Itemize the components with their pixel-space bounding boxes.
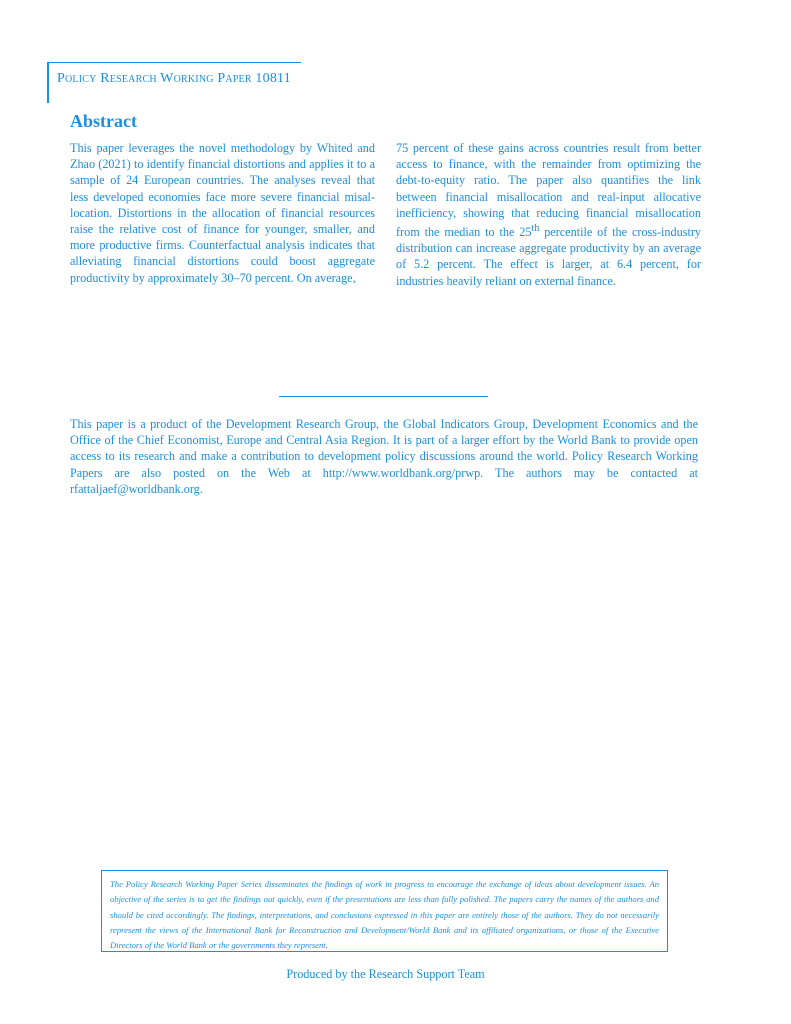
ordinal-suffix: th (531, 223, 540, 235)
produced-by: Produced by the Research Support Team (286, 967, 485, 981)
disclaimer-text: The Policy Research Working Paper Series disseminates the findings of work in progress to encourage the exchange of ideas about development issues. An objective of the series is to get the findings out quickly, even if the presentations are less than fully polished. The papers carry the names of the authors and should be cited accordingly. The findings, interpretations, and conclusions expressed in this paper are entirely those of the authors. They do not necessarily represent the views of the International Bank for Reconstruction and Development/World Bank and its affiliated organizations, or those of the Executive Directors of the World Bank or the governments they represent. (110, 879, 659, 951)
abstract-left-column: This paper leverages the novel methodology by Whited and Zhao (2021) to identify financial distortions and applies it to a sample of 24 European countries. The analyses reveal that less developed economies face more severe financial misallocation. Distortions in the allocation of financial resources raise the relative cost of finance for younger, smaller, and more productive firms. Counterfactual analysis indicates that alleviating financial distortions could boost aggregate productivity by approximately 30–70 percent. On average, (70, 141, 375, 285)
abstract-right-column (396, 140, 701, 289)
product-note: This paper is a product of the Development Research Group, the Global Indicators Group, Development Economics and the Office of the Chief Economist, Europe and Central Asia Region. It is part of a larger effort by the World Bank to provide open access to its research and make a contribution to development policy discussions around the world. Policy Research Working Papers are also posted on the Web at http://www.worldbank.org/prwp. The authors may be contacted at rfattaljaef@worldbank.org. (70, 417, 698, 496)
series-title: Policy Research Working Paper 10811 (57, 71, 291, 86)
section-divider (279, 396, 488, 397)
disclaimer-box (101, 870, 668, 952)
abstract-heading: Abstract (70, 111, 137, 131)
abstract-right-text-2: percentile of the cross-industry distribution can increase aggregate productivity by an average of 5.2 percent. The effect is larger, at 6.4 percent, for industries heavily reliant on external finance. (396, 225, 701, 288)
series-header (47, 62, 301, 103)
abstract-right-text-1: 75 percent of these gains across countries result from better access to finance, with the remainder from optimizing the debt-to-equity ratio. The paper also quantifies the link between financial misallocation and real-input allocative inefficiency, showing that reducing financial misallocation from the median to the 25 (396, 141, 701, 240)
